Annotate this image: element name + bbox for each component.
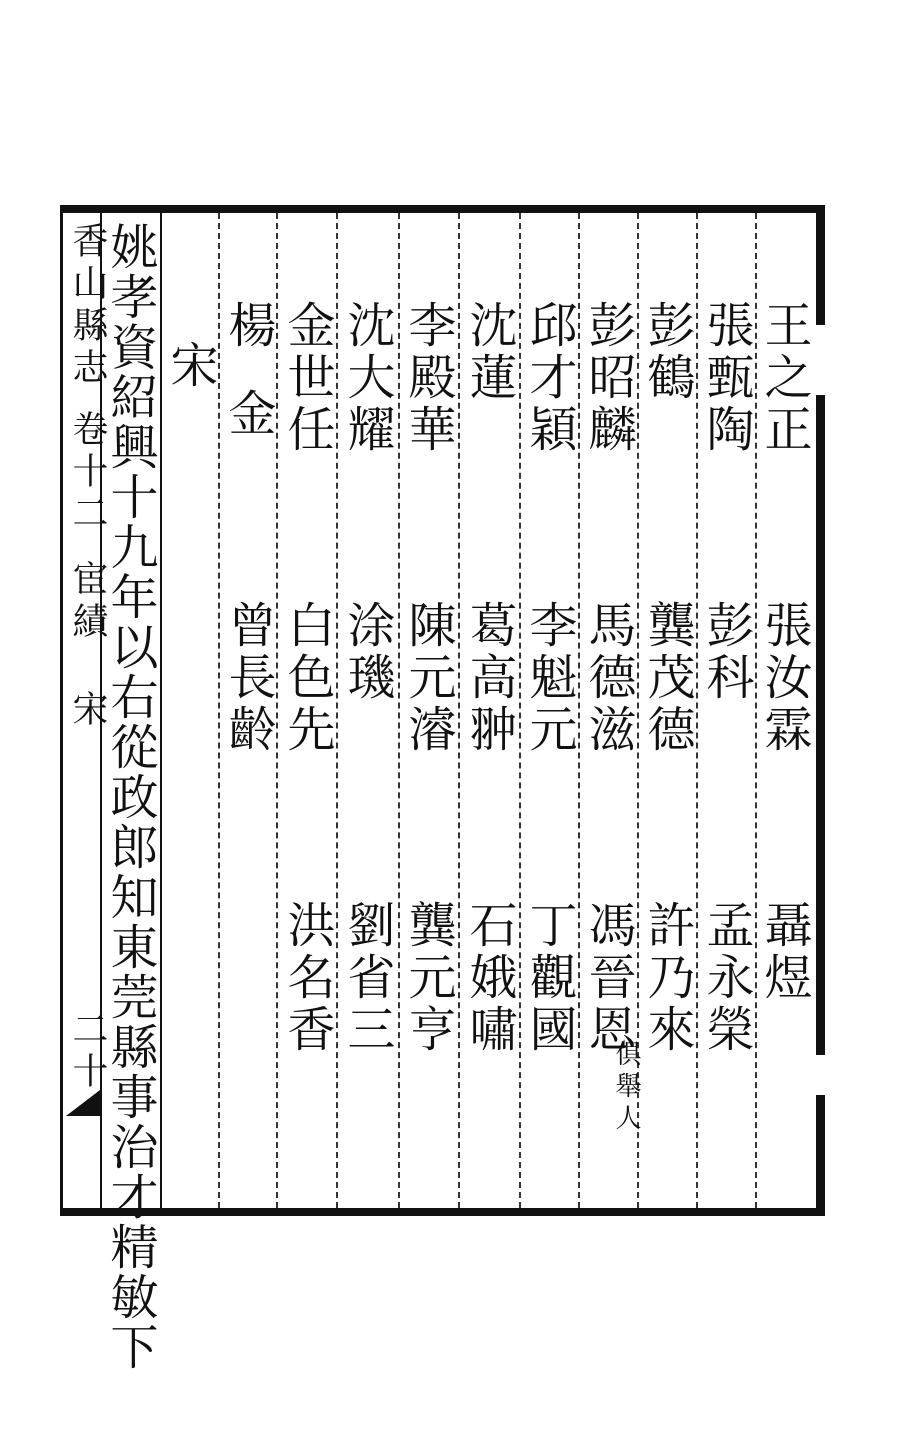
official-name: 馬德滋 (580, 600, 636, 756)
official-name: 曾長齡 (220, 600, 276, 756)
gutter-section: 宦績 (67, 560, 108, 644)
official-name: 沈大耀 (339, 300, 395, 456)
official-name: 金世任 (279, 300, 335, 456)
official-name: 龔元亨 (400, 900, 456, 1056)
gutter-page-number: 二十 (67, 1010, 108, 1094)
official-name: 孟永榮 (698, 900, 754, 1056)
column-separator (458, 213, 460, 1208)
official-name: 陳元濬 (400, 600, 456, 756)
gutter-title: 香山縣志 (67, 222, 108, 390)
official-name: 劉省三 (339, 900, 395, 1056)
official-name: 彭昭麟 (580, 300, 636, 456)
column-separator (276, 213, 278, 1208)
official-name: 彭科 (698, 600, 754, 704)
biography-text: 姚孝資紹興十九年以右從政郎知東莞縣事治才精敏下 (102, 222, 158, 1372)
official-name: 石娥嘯 (461, 900, 517, 1056)
frame-top-border (60, 205, 825, 213)
annotation-note: 俱舉人 (611, 1040, 641, 1136)
official-name: 李殿華 (400, 300, 456, 456)
official-name: 沈蓮 (461, 300, 517, 404)
official-name: 白色先 (279, 600, 335, 756)
official-name: 楊金 (220, 300, 276, 476)
official-name: 丁觀國 (521, 900, 577, 1056)
official-name: 張汝霖 (756, 600, 812, 756)
official-name: 葛高翀 (461, 600, 517, 756)
frame-right-border (816, 205, 825, 325)
official-name: 聶煜 (756, 900, 812, 1004)
frame-bottom-border (60, 1208, 825, 1216)
official-name: 涂璣 (339, 600, 395, 704)
official-name: 許乃來 (639, 900, 695, 1056)
official-name: 張甄陶 (698, 300, 754, 456)
official-name: 邱才穎 (521, 300, 577, 456)
official-name: 彭鶴 (639, 300, 695, 404)
column-separator (336, 213, 338, 1208)
gutter-volume: 卷十二 (67, 410, 108, 536)
official-name: 馮晉恩 (580, 900, 636, 1056)
official-name: 龔茂德 (639, 600, 695, 756)
official-name: 王之正 (756, 300, 812, 456)
gutter-dynasty: 宋 (67, 690, 108, 732)
official-name: 洪名香 (279, 900, 335, 1056)
frame-right-border (816, 395, 825, 1055)
fish-tail-mark (66, 1090, 100, 1116)
dynasty-heading: 宋 (162, 340, 218, 392)
official-name: 李魁元 (521, 600, 577, 756)
frame-right-border (816, 1095, 825, 1216)
